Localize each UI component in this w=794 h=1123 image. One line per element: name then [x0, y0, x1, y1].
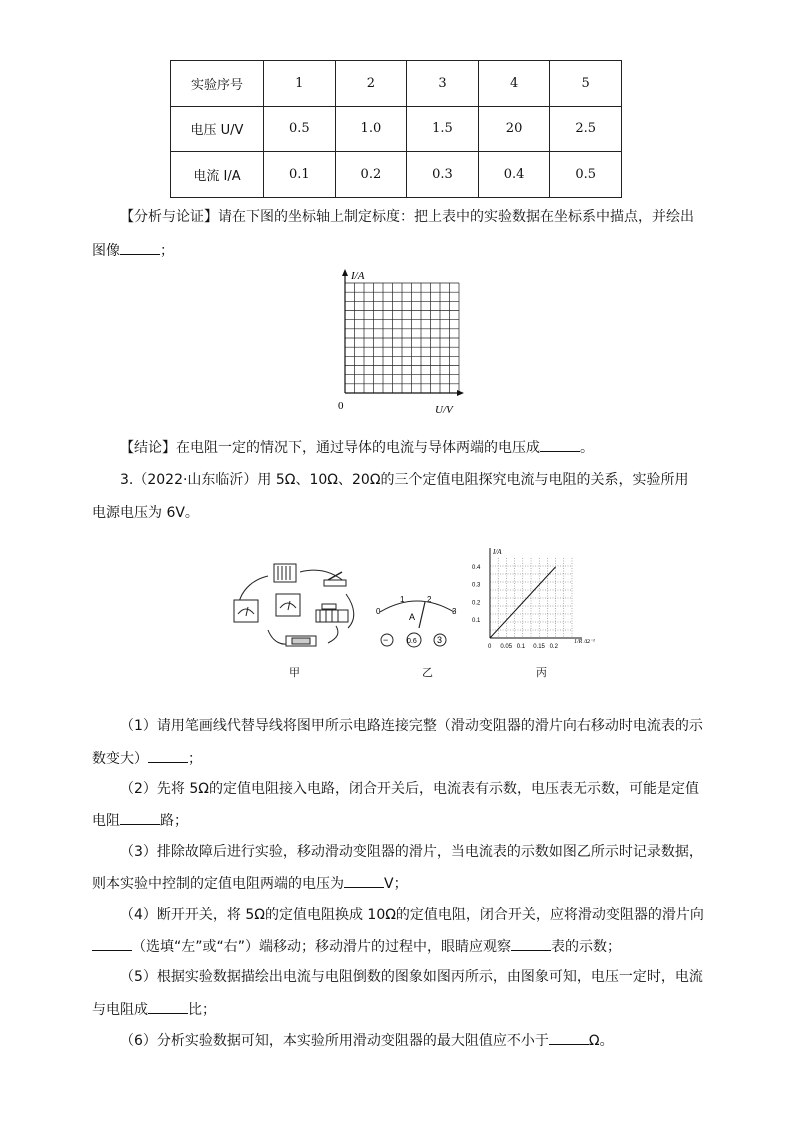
row-label: 电流 I/A [171, 152, 264, 198]
table-cell: 0.5 [550, 152, 622, 198]
table-row [171, 152, 622, 198]
scale-label: 0 [376, 607, 381, 616]
answer-blank[interactable] [148, 999, 188, 1014]
resistor-icon [286, 636, 316, 646]
figure-caption: 甲 [289, 666, 300, 679]
answer-blank[interactable] [540, 437, 580, 452]
table-cell: 0.5 [264, 106, 336, 152]
chart-x-tick: 0 [488, 644, 492, 650]
table-cell: 0.3 [407, 152, 479, 198]
y-axis-label: I/A [351, 270, 365, 282]
table-cell: 1.5 [407, 106, 479, 152]
q3-line-2: 电源电压为 6V。 [92, 505, 199, 521]
q3-part-3-line-a: （3）排除故障后进行实验，移动滑动变阻器的滑片，当电流表的示数如图乙所示时记录数据， [120, 844, 703, 860]
question-text: 与电阻成 [92, 1002, 148, 1018]
q3-line-1: 3.（2022·山东临沂）用 5Ω、10Ω、20Ω的三个定值电阻探究电流与电阻的关系，实验所用 [120, 472, 689, 488]
x-axis-arrow [457, 390, 464, 396]
rheostat-icon [316, 604, 348, 622]
dial-needle [419, 602, 425, 628]
scale-label: 2 [427, 595, 432, 604]
analysis-text: 图像 [92, 243, 120, 259]
ammeter-icon [276, 594, 300, 616]
question-text: 路； [160, 813, 188, 829]
battery-icon [274, 564, 296, 582]
chart-y-tick: 0.4 [472, 564, 481, 571]
table-cell: 1 [264, 61, 336, 107]
q3-part-1-line-a: （1）请用笔画线代替导线将图甲所示电路连接完整（滑动变阻器的滑片向右移动时电流表的示 [120, 718, 703, 734]
figure-caption: 丙 [536, 666, 547, 679]
chart-y-tick: 0.2 [472, 600, 481, 607]
conclusion-text: 。 [580, 440, 594, 456]
question-text: 表的示数； [551, 939, 622, 955]
question-text: 则本实验中控制的定值电阻两端的电压为 [92, 876, 344, 892]
y-axis-arrow [342, 269, 348, 276]
origin-label: 0 [338, 400, 344, 412]
table-cell: 0.4 [478, 152, 550, 198]
table-cell: 20 [478, 106, 550, 152]
table-cell: 0.1 [264, 152, 336, 198]
answer-blank[interactable] [120, 240, 160, 255]
table-cell: 1.0 [335, 106, 407, 152]
chart-x-label: 1/R /Ω⁻¹ [574, 639, 595, 645]
conclusion-line [120, 437, 594, 458]
ammeter-dial [372, 590, 462, 652]
table-cell: 0.2 [335, 152, 407, 198]
question-text: ； [188, 751, 202, 767]
table-row [171, 61, 622, 107]
chart-y-tick: 0.1 [472, 618, 481, 625]
analysis-text: ； [160, 243, 174, 259]
experiment-table [170, 60, 622, 198]
table-row [171, 106, 622, 152]
table-cell: 2 [335, 61, 407, 107]
question-text: （6）分析实验数据可知，本实验所用滑动变阻器的最大阻值应不小于 [120, 1033, 549, 1049]
empty-grid-chart[interactable] [335, 265, 465, 415]
chart-series-line [490, 567, 556, 638]
q3-part-5-line-b [92, 999, 216, 1020]
chart-y-label: I/A [493, 548, 502, 556]
table-cell: 5 [550, 61, 622, 107]
row-label: 实验序号 [171, 61, 264, 107]
q3-part-2-line-a: （2）先将 5Ω的定值电阻接入电路，闭合开关后，电流表有示数，电压表无示数，可能是定值 [120, 781, 699, 797]
answer-blank[interactable] [120, 810, 160, 825]
answer-blank[interactable] [148, 748, 188, 763]
answer-blank[interactable] [344, 873, 384, 888]
q3-part-5-line-a: （5）根据实验数据描绘出电流与电阻倒数的图象如图丙所示，由图象可知，电压一定时，电流 [120, 969, 703, 985]
terminal-label: 3 [437, 635, 443, 645]
q3-part-1-line-b [92, 748, 202, 769]
question-text: 比； [188, 1002, 216, 1018]
table-cell: 3 [407, 61, 479, 107]
q3-part-4-line-a: （4）断开开关，将 5Ω的定值电阻换成 10Ω的定值电阻，闭合开关，应将滑动变阻器的滑片向 [120, 907, 704, 923]
q3-part-4-line-b [92, 936, 621, 957]
circuit-diagram [228, 558, 360, 658]
chart-x-tick: 0.05 [500, 644, 513, 650]
question-text: 数变大） [92, 751, 148, 767]
x-axis-label: U/V [435, 404, 453, 416]
conclusion-text: 【结论】在电阻一定的情况下，通过导体的电流与导体两端的电压成 [120, 440, 540, 456]
grid-lines [345, 283, 459, 393]
question-text: 电阻 [92, 813, 120, 829]
q3-part-3-line-b [92, 873, 408, 894]
chart-x-tick: 0.1 [516, 644, 526, 650]
analysis-line-2 [92, 240, 174, 261]
answer-blank[interactable] [511, 936, 551, 951]
row-label: 电压 U/V [171, 106, 264, 152]
question-text: Ω。 [588, 1033, 614, 1049]
analysis-line-1: 【分析与论证】请在下图的坐标轴上制定标度：把上表中的实验数据在坐标系中描点，并绘出 [120, 209, 694, 225]
terminal-label: 0.6 [407, 638, 417, 645]
chart-x-tick: 0.15 [533, 644, 545, 650]
voltmeter-icon [234, 600, 258, 622]
switch-icon [324, 572, 346, 586]
current-vs-inverse-resistance-chart [470, 546, 595, 658]
terminal-label: − [383, 635, 389, 645]
table-cell: 2.5 [550, 106, 622, 152]
scale-label: 1 [400, 595, 405, 604]
answer-blank[interactable] [92, 936, 132, 951]
chart-x-tick: 0.2 [549, 644, 558, 650]
table-cell: 4 [478, 61, 550, 107]
figure-caption: 乙 [422, 666, 433, 679]
question-text: V； [384, 876, 408, 892]
scale-label: 3 [452, 607, 457, 616]
answer-blank[interactable] [549, 1030, 589, 1045]
question-text: （选填“左”或“右”）端移动；移动滑片的过程中，眼睛应观察 [132, 939, 512, 955]
q3-part-2-line-b [92, 810, 188, 831]
ammeter-label: A [409, 612, 416, 622]
q3-part-6-line [120, 1030, 614, 1051]
chart-y-tick: 0.3 [472, 582, 481, 589]
